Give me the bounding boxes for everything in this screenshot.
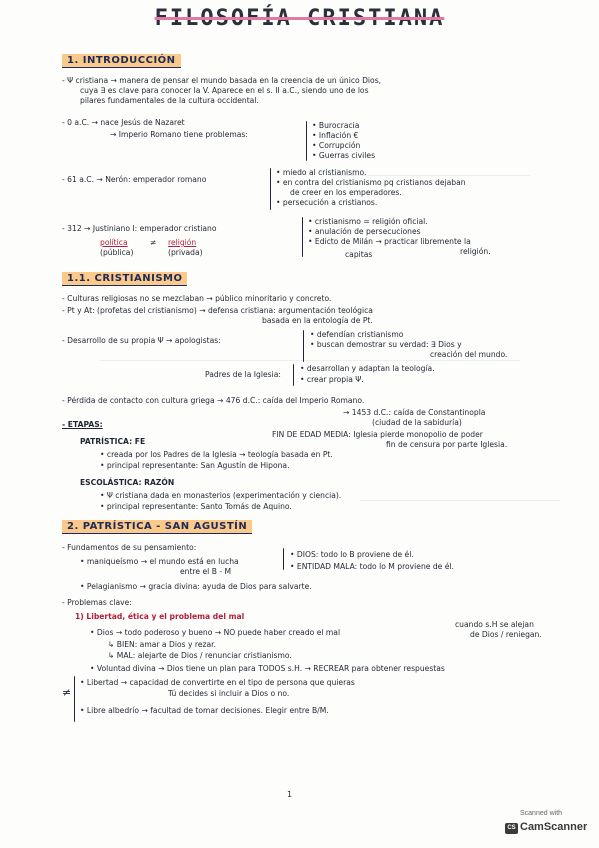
list-item: • Burocracia <box>312 121 360 130</box>
body-line: - Problemas clave: <box>62 598 132 607</box>
body-line: ↳ MAL: alejarte de Dios / renunciar cristianismo. <box>108 651 292 660</box>
list-item: • Corrupción <box>312 141 361 150</box>
religion-label: religión <box>168 238 197 247</box>
camscanner-logo-icon: CS <box>505 823 518 834</box>
list-item: • desarrollan y adaptan la teología. <box>300 364 435 373</box>
list-item: • persecución a cristianos. <box>276 198 378 207</box>
body-line: - Culturas religiosas no se mezclaban → público minoritario y concreto. <box>62 294 332 303</box>
bleed-line <box>100 360 520 361</box>
intro-line: cuya ∃ es clave para conocer la V. Aparece en el s. II a.C., siendo uno de los <box>80 86 369 95</box>
brace <box>270 168 271 210</box>
list-item: • anulación de persecuciones <box>308 227 421 236</box>
brace <box>303 330 304 362</box>
list-item: de creer en los emperadores. <box>290 188 402 197</box>
list-item: • defendían cristianismo <box>310 330 404 339</box>
body-line: entre el B - M <box>180 567 232 576</box>
section-heading-cristianismo: 1.1. CRISTIANISMO <box>62 272 187 286</box>
body-line: - Fundamentos de su pensamiento: <box>62 543 197 552</box>
body-line: - Desarrollo de su propia Ψ → apologistas: <box>62 336 221 345</box>
bleed-line <box>360 500 560 501</box>
body-line: ↳ BIEN: amar a Dios y rezar. <box>108 640 216 649</box>
timeline-item: → Imperio Romano tiene problemas: <box>110 130 248 139</box>
watermark-caption: Scanned with <box>520 810 563 817</box>
list-item: religión. <box>460 247 491 256</box>
politica-label: política <box>100 238 128 247</box>
list-item: • Libertad → capacidad de convertirte en el tipo de persona que quieras <box>80 678 355 687</box>
timeline-item: - 312 → Justiniano I: emperador cristiano <box>62 224 217 233</box>
body-line: FIN DE EDAD MEDIA: Iglesia pierde monopolio de poder <box>272 430 483 439</box>
page-title: FILOSOFÍA CRISTIANA <box>154 6 445 31</box>
list-item: • Ψ cristiana dada en monasterios (experimentación y ciencia). <box>100 491 342 500</box>
page-number: 1 <box>287 790 293 799</box>
body-line: (ciudad de la sabiduría) <box>372 418 462 427</box>
intro-line: - Ψ cristiana → manera de pensar el mundo basada en la creencia de un único Dios, <box>62 76 382 85</box>
brace <box>283 548 284 570</box>
list-item: • Edicto de Milán → practicar libremente la <box>308 237 471 246</box>
watermark-brand: CamScanner <box>520 821 588 833</box>
list-item: Tú decides si incluir a Dios o no. <box>168 689 290 698</box>
list-item: • Guerras civiles <box>312 151 376 160</box>
list-item: • principal representante: San Agustín de Hipona. <box>100 461 290 470</box>
body-line: basada en la entología de Pt. <box>262 316 373 325</box>
camscanner-watermark <box>500 808 588 840</box>
not-equal-symbol: ≠ <box>150 238 157 247</box>
body-line: - Pérdida de contacto con cultura griega → 476 d.C.: caída del Imperio Romano. <box>62 396 365 405</box>
list-item: • principal representante: Santo Tomás de Aquino. <box>100 502 292 511</box>
body-line: - Pt y At: (profetas del cristianismo) → defensa cristiana: argumentación teológica <box>62 306 373 315</box>
body-line: • Dios → todo poderoso y bueno → NO puede haber creado el mal <box>90 628 341 637</box>
subheading: 1) Libertad, ética y el problema del mal <box>75 612 245 621</box>
brace <box>74 676 75 722</box>
list-item: • en contra del cristianismo pq cristianos dejaban <box>276 178 466 187</box>
timeline-item: - 0 a.C. → nace Jesús de Nazaret <box>62 118 185 127</box>
body-line: • maniqueísmo → el mundo está en lucha <box>80 557 239 566</box>
publica-label: (pública) <box>100 248 134 257</box>
list-item: capitas <box>345 250 373 259</box>
list-item: • Inflación € <box>312 131 359 140</box>
body-line: de Dios / reniegan. <box>470 630 542 639</box>
timeline-item: - 61 a.C. → Nerón: emperador romano <box>62 175 207 184</box>
list-item: • crear propia Ψ. <box>300 375 364 384</box>
etapas-label: - ETAPAS: <box>62 420 103 429</box>
intro-line: pilares fundamentales de la cultura occidental. <box>80 96 259 105</box>
section-heading-introduccion: 1. INTRODUCCIÓN <box>62 54 181 68</box>
list-item: • DIOS: todo lo B proviene de él. <box>290 550 414 559</box>
brace <box>293 364 294 386</box>
privada-label: (privada) <box>168 248 203 257</box>
list-item: • buscan demostrar su verdad: ∃ Dios y <box>310 340 462 349</box>
body-line: cuando s.H se alejan <box>455 620 534 629</box>
list-item: • Libre albedrío → facultad de tomar decisiones. Elegir entre B/M. <box>80 706 329 715</box>
escolastica-label: ESCOLÁSTICA: RAZÓN <box>80 478 175 487</box>
body-line: Padres de la Iglesia: <box>205 370 281 379</box>
list-item: • cristianismo = religión oficial. <box>308 217 428 226</box>
not-equal-symbol: ≠ <box>62 686 72 699</box>
body-line: • Pelagianismo → gracia divina: ayuda de Dios para salvarte. <box>80 582 312 591</box>
list-item: • miedo al cristianismo. <box>276 168 367 177</box>
patristica-label: PATRÍSTICA: FE <box>80 437 146 446</box>
brace <box>302 217 303 257</box>
list-item: creación del mundo. <box>430 350 508 359</box>
section-heading-patristica: 2. PATRÍSTICA - SAN AGUSTÍN <box>62 520 252 534</box>
brace <box>306 121 307 161</box>
list-item: • creada por los Padres de la Iglesia → teología basada en Pt. <box>100 450 333 459</box>
list-item: • ENTIDAD MALA: todo lo M proviene de él. <box>290 562 454 571</box>
body-line: → 1453 d.C.: caída de Constantinopla <box>343 408 486 417</box>
body-line: • Voluntad divina → Dios tiene un plan para TODOS s.H. → RECREAR para obtener respuestas <box>90 664 445 673</box>
body-line: fin de censura por parte Iglesia. <box>386 440 508 449</box>
